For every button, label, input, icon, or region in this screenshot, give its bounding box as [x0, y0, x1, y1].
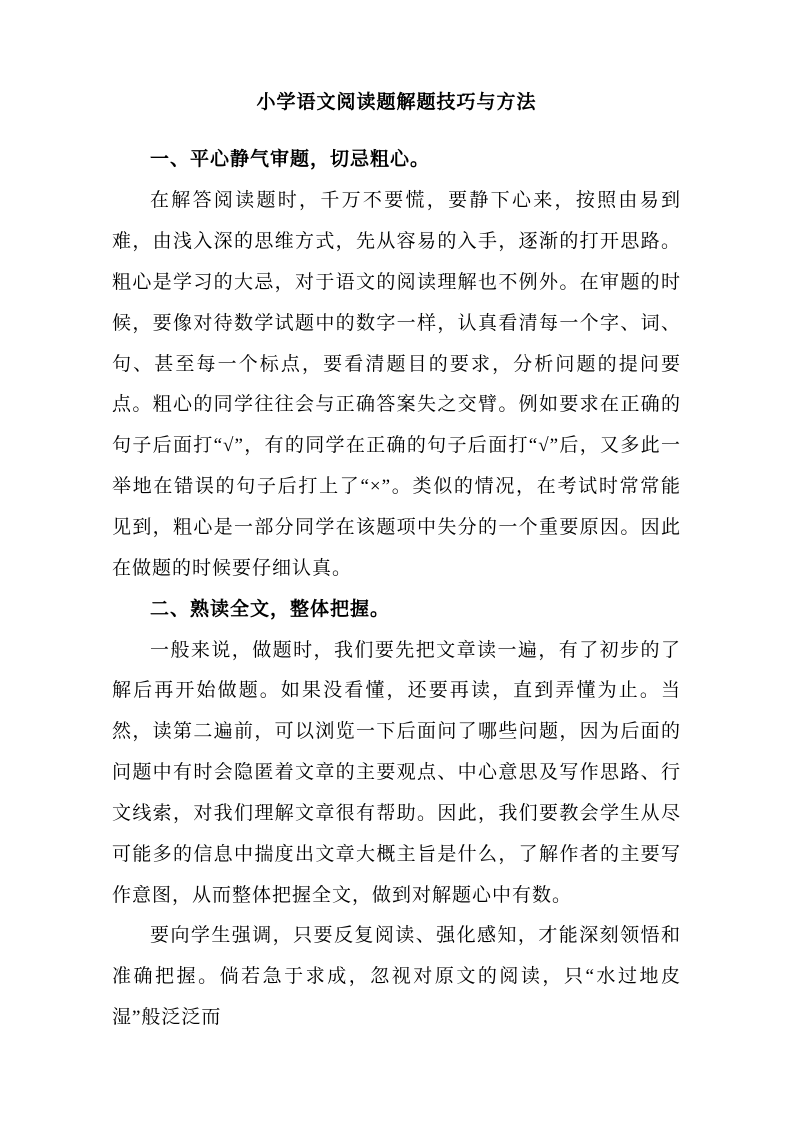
- section-1-heading: 一、平心静气审题，切忌粗心。: [150, 149, 431, 171]
- document-title: 小学语文阅读题解题技巧与方法: [256, 92, 537, 113]
- section-2-paragraph-1: 一般来说，做题时，我们要先把文章读一遍，有了初步的了解后再开始做题。如果没看懂，还要再读，直到弄懂为止。当然，读第二遍前，可以浏览一下后面问了哪些问题，因为后面的问题中有时会隐匿着文章的主要观点、中心意思及写作思路、行文线索，对我们理解文章很有帮助。因此，我们要教会学生从尽可能多的信息中揣度出文章大概主旨是什么，了解作者的主要写作意图，从而整体把握全文，做到对解题心中有数。: [112, 639, 681, 906]
- section-2-heading: 二、熟读全文，整体把握。: [150, 598, 391, 620]
- section-2-paragraph-2: 要向学生强调，只要反复阅读、强化感知，才能深刻领悟和准确把握。倘若急于求成，忽视对原文的阅读，只“水过地皮湿”般泛泛而: [112, 925, 681, 1029]
- section-1-paragraph-1: 在解答阅读题时，千万不要慌，要静下心来，按照由易到难，由浅入深的思维方式，先从容易的入手，逐渐的打开思路。粗心是学习的大忌，对于语文的阅读理解也不例外。在审题的时候，要像对待数学试题中的数字一样，认真看清每一个字、词、句、甚至每一个标点，要看清题目的要求，分析问题的提问要点。粗心的同学往往会与正确答案失之交臂。例如要求在正确的句子后面打“√”，有的同学在正确的句子后面打“√”后，又多此一举地在错误的句子后打上了“×”。类似的情况，在考试时常常能见到，粗心是一部分同学在该题项中失分的一个重要原因。因此在做题的时候要仔细认真。: [112, 190, 681, 579]
